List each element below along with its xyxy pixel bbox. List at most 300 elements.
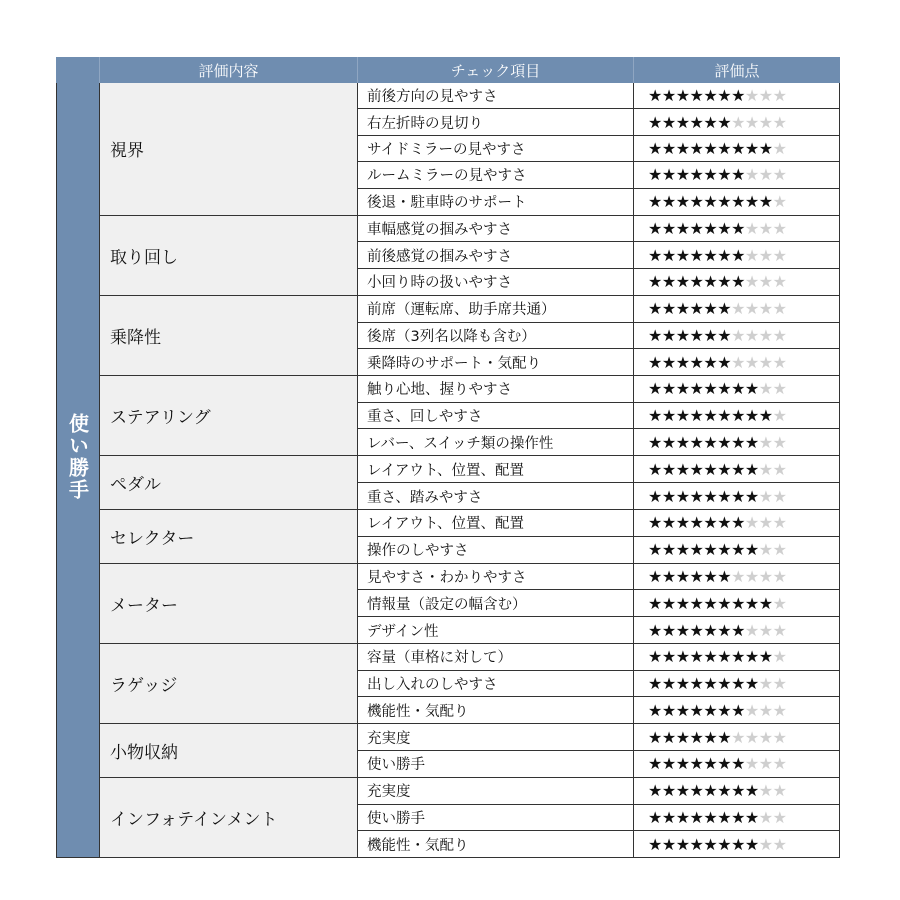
- star-filled-icon: ★: [689, 540, 704, 560]
- star-empty-icon: ★: [772, 567, 787, 587]
- check-item-label: 情報量（設定の幅含む）: [358, 590, 634, 615]
- star-filled-icon: ★: [648, 299, 662, 319]
- star-rating: [634, 296, 839, 321]
- star-filled-icon: ★: [717, 165, 732, 185]
- category-label-text: 使い勝手: [65, 413, 90, 501]
- check-item-label: 重さ、回しやすさ: [358, 403, 634, 428]
- star-empty-icon: ★: [758, 379, 773, 399]
- check-item-label: デザイン性: [358, 617, 634, 643]
- star-filled-icon: ★: [675, 700, 690, 720]
- star-empty-icon: ★: [758, 807, 773, 827]
- star-rating: [634, 724, 839, 749]
- star-filled-icon: ★: [661, 219, 676, 239]
- star-rating: [634, 671, 839, 696]
- star-filled-icon: ★: [731, 405, 745, 425]
- table-row: [358, 510, 839, 536]
- star-empty-icon: ★: [744, 727, 759, 747]
- table-row: [358, 483, 839, 509]
- star-empty-icon: ★: [744, 299, 759, 319]
- star-filled-icon: ★: [648, 700, 662, 720]
- check-item-label: 使い勝手: [358, 805, 634, 830]
- star-filled-icon: ★: [731, 245, 745, 265]
- star-empty-icon: ★: [744, 272, 759, 292]
- group-items: [358, 564, 839, 643]
- star-empty-icon: ★: [772, 673, 787, 693]
- star-filled-icon: ★: [703, 486, 718, 506]
- table-row: [358, 590, 839, 616]
- star-filled-icon: ★: [648, 593, 662, 613]
- star-filled-icon: ★: [703, 540, 718, 560]
- check-item-label: 前席（運転席、助手席共通）: [358, 296, 634, 321]
- star-filled-icon: ★: [689, 834, 704, 854]
- star-filled-icon: ★: [661, 432, 676, 452]
- star-filled-icon: ★: [661, 192, 676, 212]
- star-filled-icon: ★: [675, 272, 690, 292]
- star-filled-icon: ★: [758, 405, 773, 425]
- star-filled-icon: ★: [717, 112, 732, 132]
- star-filled-icon: ★: [661, 272, 676, 292]
- star-rating: [634, 269, 839, 295]
- group-name: ラゲッジ: [100, 644, 358, 723]
- star-empty-icon: ★: [772, 807, 787, 827]
- star-filled-icon: ★: [648, 673, 662, 693]
- star-empty-icon: ★: [758, 700, 773, 720]
- star-filled-icon: ★: [648, 781, 662, 801]
- star-filled-icon: ★: [703, 807, 718, 827]
- check-item-label: 操作のしやすさ: [358, 537, 634, 563]
- star-filled-icon: ★: [661, 673, 676, 693]
- star-filled-icon: ★: [731, 620, 745, 640]
- star-filled-icon: ★: [689, 781, 704, 801]
- group-row: [100, 564, 839, 644]
- star-filled-icon: ★: [731, 192, 745, 212]
- star-empty-icon: ★: [772, 138, 787, 158]
- check-item-label: 右左折時の見切り: [358, 109, 634, 134]
- header-blank-cell: [56, 57, 100, 83]
- star-filled-icon: ★: [744, 834, 759, 854]
- group-row: [100, 376, 839, 456]
- star-filled-icon: ★: [703, 219, 718, 239]
- star-rating: [634, 403, 839, 428]
- star-filled-icon: ★: [717, 432, 732, 452]
- group-name: 取り回し: [100, 216, 358, 295]
- star-filled-icon: ★: [648, 807, 662, 827]
- star-filled-icon: ★: [731, 593, 745, 613]
- star-empty-icon: ★: [731, 112, 745, 132]
- star-empty-icon: ★: [772, 245, 787, 265]
- table-row: [358, 242, 839, 268]
- star-filled-icon: ★: [703, 432, 718, 452]
- star-rating: [634, 564, 839, 589]
- star-empty-icon: ★: [772, 379, 787, 399]
- star-filled-icon: ★: [675, 299, 690, 319]
- star-empty-icon: ★: [744, 513, 759, 533]
- check-item-label: 見やすさ・わかりやすさ: [358, 564, 634, 589]
- star-filled-icon: ★: [731, 459, 745, 479]
- star-empty-icon: ★: [744, 620, 759, 640]
- star-empty-icon: ★: [772, 405, 787, 425]
- star-filled-icon: ★: [689, 379, 704, 399]
- star-empty-icon: ★: [731, 727, 745, 747]
- category-side-label: [57, 83, 100, 857]
- star-empty-icon: ★: [744, 112, 759, 132]
- star-filled-icon: ★: [703, 192, 718, 212]
- star-empty-icon: ★: [731, 325, 745, 345]
- star-filled-icon: ★: [675, 567, 690, 587]
- star-filled-icon: ★: [689, 352, 704, 372]
- group-name: メーター: [100, 564, 358, 643]
- star-filled-icon: ★: [717, 540, 732, 560]
- star-empty-icon: ★: [758, 459, 773, 479]
- star-filled-icon: ★: [675, 593, 690, 613]
- star-filled-icon: ★: [648, 138, 662, 158]
- star-filled-icon: ★: [703, 86, 718, 106]
- star-filled-icon: ★: [689, 486, 704, 506]
- star-empty-icon: ★: [731, 352, 745, 372]
- star-filled-icon: ★: [689, 727, 704, 747]
- star-empty-icon: ★: [758, 165, 773, 185]
- star-rating: [634, 349, 839, 375]
- star-filled-icon: ★: [689, 620, 704, 640]
- star-filled-icon: ★: [703, 459, 718, 479]
- star-filled-icon: ★: [675, 781, 690, 801]
- star-filled-icon: ★: [703, 112, 718, 132]
- star-rating: [634, 429, 839, 455]
- group-row: [100, 724, 839, 778]
- star-filled-icon: ★: [689, 245, 704, 265]
- star-filled-icon: ★: [675, 138, 690, 158]
- star-filled-icon: ★: [661, 486, 676, 506]
- table-row: [358, 537, 839, 563]
- star-filled-icon: ★: [675, 620, 690, 640]
- star-filled-icon: ★: [661, 834, 676, 854]
- group-row: [100, 456, 839, 510]
- star-filled-icon: ★: [717, 272, 732, 292]
- star-filled-icon: ★: [731, 486, 745, 506]
- star-filled-icon: ★: [648, 86, 662, 106]
- star-filled-icon: ★: [648, 727, 662, 747]
- star-rating: [634, 697, 839, 723]
- star-empty-icon: ★: [744, 567, 759, 587]
- star-empty-icon: ★: [758, 567, 773, 587]
- table-header: [56, 57, 840, 83]
- star-filled-icon: ★: [689, 112, 704, 132]
- check-item-label: ルームミラーの見やすさ: [358, 162, 634, 187]
- evaluation-table: [56, 57, 840, 858]
- table-row: [358, 429, 839, 455]
- header-evaluation-content: 評価内容: [100, 57, 358, 83]
- star-filled-icon: ★: [703, 727, 718, 747]
- group-items: [358, 778, 839, 857]
- star-empty-icon: ★: [744, 245, 759, 265]
- star-filled-icon: ★: [648, 754, 662, 774]
- star-empty-icon: ★: [758, 272, 773, 292]
- star-filled-icon: ★: [689, 165, 704, 185]
- group-row: [100, 83, 839, 216]
- star-filled-icon: ★: [717, 754, 732, 774]
- star-filled-icon: ★: [744, 138, 759, 158]
- star-empty-icon: ★: [758, 620, 773, 640]
- group-name: セレクター: [100, 510, 358, 563]
- star-filled-icon: ★: [731, 86, 745, 106]
- star-filled-icon: ★: [717, 192, 732, 212]
- star-filled-icon: ★: [717, 567, 732, 587]
- star-rating: [634, 483, 839, 509]
- star-filled-icon: ★: [689, 219, 704, 239]
- star-filled-icon: ★: [758, 647, 773, 667]
- star-filled-icon: ★: [675, 647, 690, 667]
- star-empty-icon: ★: [758, 673, 773, 693]
- check-item-label: 後席（3列名以降も含む）: [358, 323, 634, 348]
- star-filled-icon: ★: [648, 567, 662, 587]
- group-items: [358, 510, 839, 563]
- star-filled-icon: ★: [661, 405, 676, 425]
- star-empty-icon: ★: [772, 459, 787, 479]
- star-filled-icon: ★: [675, 486, 690, 506]
- star-empty-icon: ★: [772, 647, 787, 667]
- star-filled-icon: ★: [703, 513, 718, 533]
- star-filled-icon: ★: [731, 272, 745, 292]
- star-filled-icon: ★: [731, 781, 745, 801]
- star-filled-icon: ★: [717, 834, 732, 854]
- star-rating: [634, 323, 839, 348]
- star-filled-icon: ★: [717, 620, 732, 640]
- star-empty-icon: ★: [731, 567, 745, 587]
- star-filled-icon: ★: [675, 807, 690, 827]
- star-filled-icon: ★: [689, 673, 704, 693]
- star-filled-icon: ★: [675, 325, 690, 345]
- group-row: [100, 216, 839, 296]
- star-empty-icon: ★: [772, 192, 787, 212]
- star-filled-icon: ★: [689, 299, 704, 319]
- star-empty-icon: ★: [772, 834, 787, 854]
- star-empty-icon: ★: [758, 299, 773, 319]
- star-empty-icon: ★: [744, 352, 759, 372]
- star-filled-icon: ★: [717, 219, 732, 239]
- star-empty-icon: ★: [772, 620, 787, 640]
- star-filled-icon: ★: [675, 352, 690, 372]
- check-item-label: 後退・駐車時のサポート: [358, 189, 634, 215]
- table-row: [358, 617, 839, 643]
- star-empty-icon: ★: [758, 432, 773, 452]
- star-filled-icon: ★: [689, 405, 704, 425]
- star-filled-icon: ★: [689, 567, 704, 587]
- star-filled-icon: ★: [689, 138, 704, 158]
- star-filled-icon: ★: [648, 405, 662, 425]
- star-empty-icon: ★: [758, 727, 773, 747]
- star-rating: [634, 456, 839, 481]
- star-rating: [634, 216, 839, 241]
- star-filled-icon: ★: [689, 700, 704, 720]
- star-empty-icon: ★: [772, 486, 787, 506]
- star-empty-icon: ★: [758, 486, 773, 506]
- star-filled-icon: ★: [744, 673, 759, 693]
- star-filled-icon: ★: [744, 379, 759, 399]
- star-filled-icon: ★: [648, 486, 662, 506]
- group-row: [100, 296, 839, 376]
- star-empty-icon: ★: [744, 325, 759, 345]
- star-empty-icon: ★: [772, 540, 787, 560]
- star-empty-icon: ★: [758, 781, 773, 801]
- star-filled-icon: ★: [661, 647, 676, 667]
- star-filled-icon: ★: [689, 272, 704, 292]
- star-empty-icon: ★: [758, 86, 773, 106]
- star-filled-icon: ★: [717, 245, 732, 265]
- table-row: [358, 376, 839, 402]
- star-empty-icon: ★: [758, 352, 773, 372]
- star-filled-icon: ★: [648, 432, 662, 452]
- table-row: [358, 296, 839, 322]
- star-filled-icon: ★: [661, 781, 676, 801]
- group-items: [358, 456, 839, 509]
- star-filled-icon: ★: [648, 459, 662, 479]
- table-row: [358, 644, 839, 670]
- check-item-label: レイアウト、位置、配置: [358, 456, 634, 481]
- star-filled-icon: ★: [689, 432, 704, 452]
- star-filled-icon: ★: [703, 379, 718, 399]
- star-filled-icon: ★: [675, 192, 690, 212]
- star-filled-icon: ★: [744, 540, 759, 560]
- star-rating: [634, 751, 839, 777]
- star-filled-icon: ★: [675, 112, 690, 132]
- check-item-label: 充実度: [358, 778, 634, 803]
- star-empty-icon: ★: [772, 165, 787, 185]
- star-filled-icon: ★: [703, 673, 718, 693]
- star-filled-icon: ★: [744, 192, 759, 212]
- check-item-label: 小回り時の扱いやすさ: [358, 269, 634, 295]
- star-filled-icon: ★: [717, 459, 732, 479]
- star-rating: [634, 510, 839, 535]
- star-filled-icon: ★: [648, 513, 662, 533]
- table-row: [358, 778, 839, 804]
- star-filled-icon: ★: [675, 245, 690, 265]
- header-check-item: チェック項目: [358, 57, 634, 83]
- check-item-label: 車幅感覚の掴みやすさ: [358, 216, 634, 241]
- table-row: [358, 189, 839, 215]
- star-filled-icon: ★: [675, 754, 690, 774]
- check-item-label: 触り心地、握りやすさ: [358, 376, 634, 401]
- star-filled-icon: ★: [703, 299, 718, 319]
- table-row: [358, 83, 839, 109]
- star-filled-icon: ★: [703, 593, 718, 613]
- star-filled-icon: ★: [648, 620, 662, 640]
- check-item-label: 前後方向の見やすさ: [358, 83, 634, 108]
- star-filled-icon: ★: [703, 700, 718, 720]
- group-items: [358, 724, 839, 777]
- star-filled-icon: ★: [731, 807, 745, 827]
- group-row: [100, 510, 839, 564]
- star-filled-icon: ★: [648, 165, 662, 185]
- star-filled-icon: ★: [648, 245, 662, 265]
- star-filled-icon: ★: [703, 165, 718, 185]
- star-filled-icon: ★: [731, 540, 745, 560]
- star-filled-icon: ★: [703, 245, 718, 265]
- star-filled-icon: ★: [661, 379, 676, 399]
- star-empty-icon: ★: [758, 325, 773, 345]
- star-filled-icon: ★: [648, 834, 662, 854]
- star-empty-icon: ★: [758, 754, 773, 774]
- star-filled-icon: ★: [744, 807, 759, 827]
- star-filled-icon: ★: [744, 593, 759, 613]
- star-filled-icon: ★: [689, 459, 704, 479]
- star-filled-icon: ★: [731, 379, 745, 399]
- star-filled-icon: ★: [731, 219, 745, 239]
- star-empty-icon: ★: [758, 834, 773, 854]
- star-empty-icon: ★: [772, 700, 787, 720]
- star-filled-icon: ★: [675, 379, 690, 399]
- star-empty-icon: ★: [772, 112, 787, 132]
- table-row: [358, 323, 839, 349]
- check-item-label: 容量（車格に対して）: [358, 644, 634, 669]
- star-filled-icon: ★: [744, 459, 759, 479]
- check-item-label: 充実度: [358, 724, 634, 749]
- star-filled-icon: ★: [703, 647, 718, 667]
- star-filled-icon: ★: [661, 513, 676, 533]
- star-filled-icon: ★: [717, 405, 732, 425]
- star-filled-icon: ★: [744, 432, 759, 452]
- star-empty-icon: ★: [744, 86, 759, 106]
- star-filled-icon: ★: [675, 513, 690, 533]
- table-row: [358, 456, 839, 482]
- group-name: 乗降性: [100, 296, 358, 375]
- star-rating: [634, 617, 839, 643]
- star-filled-icon: ★: [648, 325, 662, 345]
- group-items: [358, 83, 839, 215]
- star-filled-icon: ★: [661, 459, 676, 479]
- star-empty-icon: ★: [772, 299, 787, 319]
- group-items: [358, 296, 839, 375]
- star-filled-icon: ★: [758, 192, 773, 212]
- star-empty-icon: ★: [772, 727, 787, 747]
- star-filled-icon: ★: [731, 834, 745, 854]
- star-filled-icon: ★: [661, 325, 676, 345]
- table-row: [358, 216, 839, 242]
- star-empty-icon: ★: [772, 754, 787, 774]
- group-name: インフォテインメント: [100, 778, 358, 857]
- group-list: [100, 83, 839, 857]
- star-filled-icon: ★: [689, 86, 704, 106]
- star-rating: [634, 83, 839, 108]
- star-filled-icon: ★: [731, 513, 745, 533]
- star-empty-icon: ★: [772, 86, 787, 106]
- star-filled-icon: ★: [703, 754, 718, 774]
- star-empty-icon: ★: [772, 272, 787, 292]
- star-rating: [634, 162, 839, 187]
- star-filled-icon: ★: [689, 513, 704, 533]
- star-filled-icon: ★: [703, 352, 718, 372]
- table-row: [358, 162, 839, 188]
- star-filled-icon: ★: [675, 727, 690, 747]
- star-filled-icon: ★: [661, 620, 676, 640]
- star-rating: [634, 242, 839, 267]
- group-row: [100, 644, 839, 724]
- check-item-label: 乗降時のサポート・気配り: [358, 349, 634, 375]
- table-row: [358, 805, 839, 831]
- star-filled-icon: ★: [689, 192, 704, 212]
- table-body: [56, 83, 840, 858]
- star-filled-icon: ★: [661, 540, 676, 560]
- star-filled-icon: ★: [731, 700, 745, 720]
- star-filled-icon: ★: [661, 245, 676, 265]
- star-filled-icon: ★: [661, 299, 676, 319]
- star-filled-icon: ★: [689, 593, 704, 613]
- star-rating: [634, 537, 839, 563]
- group-name: 視界: [100, 83, 358, 215]
- table-row: [358, 831, 839, 857]
- check-item-label: レイアウト、位置、配置: [358, 510, 634, 535]
- star-empty-icon: ★: [744, 219, 759, 239]
- header-score: 評価点: [714, 61, 760, 80]
